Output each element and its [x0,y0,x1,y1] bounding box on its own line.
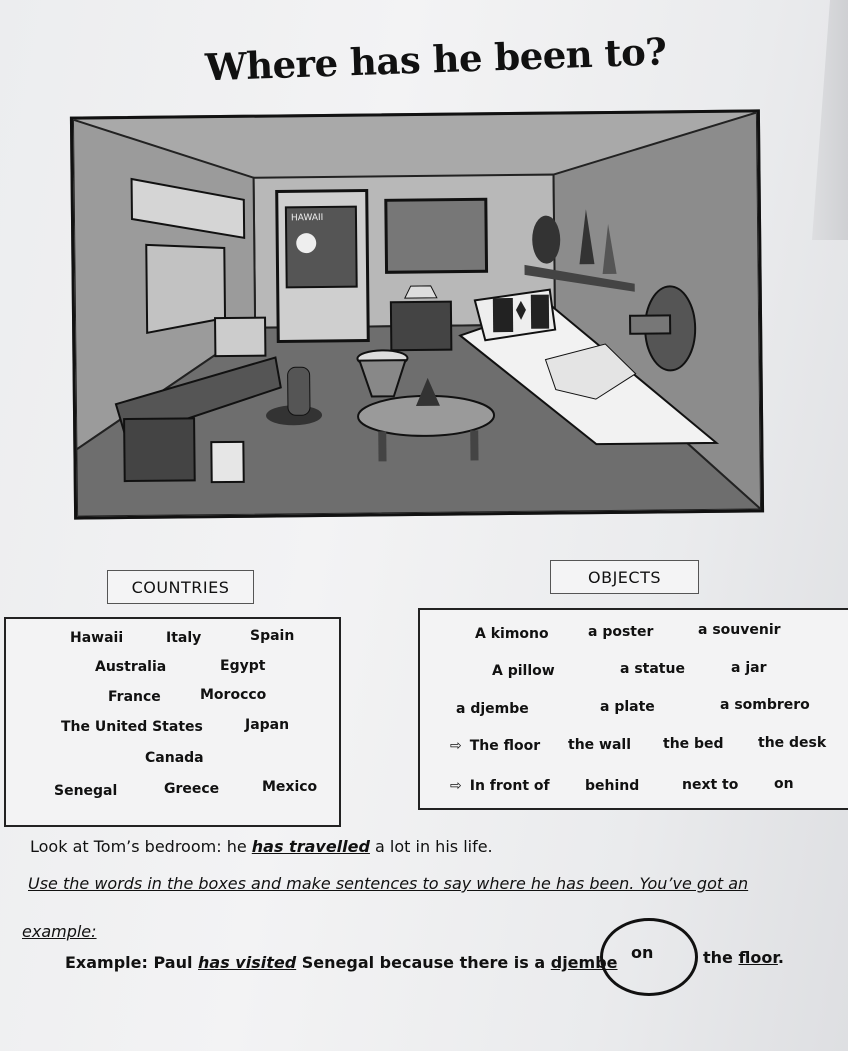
object-item: a djembe [456,701,529,717]
country-item: Greece [164,781,220,797]
object-item: a statue [620,661,685,677]
place-row-first [450,738,540,754]
country-item: France [108,689,161,705]
example-verb: has visited [198,953,297,972]
example-text: Example: Paul [65,953,199,972]
preposition-item: next to [682,777,739,793]
preposition-row-first [450,778,550,794]
place-item: the bed [663,736,724,752]
country-item: Morocco [200,687,267,703]
arrow-right-icon: ⇨ [450,778,462,794]
country-item: Senegal [54,783,118,799]
countries-box [4,617,341,827]
objects-label: OBJECTS [550,560,699,594]
instruction-line-2: Use the words in the boxes and make sentences to say where he has been. You’ve got an [28,874,749,893]
instruction-line-3: example: [22,922,97,941]
object-item: a sombrero [720,697,810,713]
object-item: a plate [600,699,655,715]
countries-label: COUNTRIES [107,570,254,604]
page-edge-shadow [788,0,848,240]
country-item: Mexico [262,779,318,795]
object-item: A pillow [492,663,555,679]
place-item: the wall [568,737,632,753]
example-text: the [703,948,739,967]
example-text: Senegal because there is a [296,953,551,972]
example-sentence [65,953,618,972]
object-item: a souvenir [698,622,781,638]
objects-box [418,608,848,810]
country-item: Australia [95,659,167,675]
instruction-text: Look at Tom’s bedroom: he [30,837,252,856]
preposition-item: on [774,776,794,792]
instruction-text: a lot in his life. [369,837,493,856]
example-text: . [777,948,784,967]
preposition-item: In front of [469,778,550,794]
country-item: Egypt [220,658,266,674]
place-item: The floor [469,738,541,754]
instruction-line-1 [30,837,493,856]
country-item: Spain [250,628,295,644]
example-object: djembe [550,953,618,972]
object-item: A kimono [475,626,549,642]
object-item: a jar [731,660,767,676]
example-place-word: floor [738,948,778,967]
example-place [703,948,784,967]
example-preposition: on [631,943,654,962]
instruction-emphasis: has travelled [251,837,370,856]
country-item: Japan [245,717,290,733]
country-item: Canada [145,750,204,766]
bedroom-illustration [70,109,764,519]
place-item: the desk [758,735,827,751]
door-sign-text: HAWAII [290,212,324,224]
country-item: Italy [166,630,202,646]
bedroom-drawing [73,112,761,516]
country-item: The United States [61,719,203,735]
arrow-right-icon: ⇨ [450,738,462,754]
object-item: a poster [588,624,654,640]
country-item: Hawaii [70,630,124,646]
page-title: Where has he been to? [204,29,668,90]
preposition-item: behind [585,778,640,794]
